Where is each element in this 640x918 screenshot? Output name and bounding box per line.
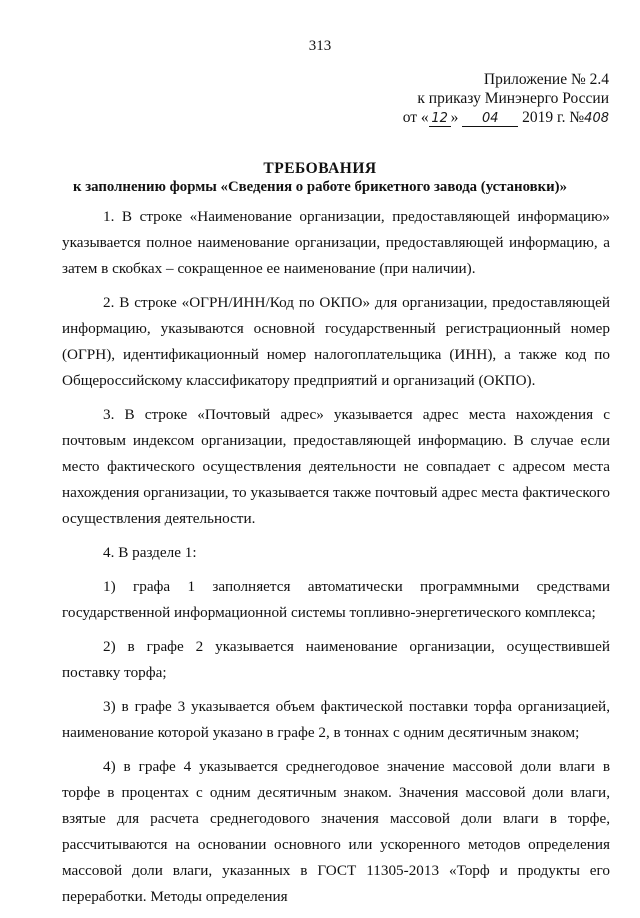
document-body <box>62 204 610 918</box>
handwritten-month: 04 <box>462 111 518 127</box>
paragraph: 4) в графе 4 указывается среднегодовое значение массовой доли влаги в торфе в процентах с одним десятичным знаком. Значения массовой доли влаги, взятые для расчета среднегодового значения массовой доли влаги в торфе, рассчитываются на основании основного или ускоренного методов определения массовой доли влаги, указанных в ГОСТ 11305-2013 «Торф и продукты его переработки. Методы определения <box>62 758 610 905</box>
paragraph: 3. В строке «Почтовый адрес» указывается адрес места нахождения с почтовым индексом организации, предоставляющей информацию. В случае если место фактического осуществления деятельности не совпадает с адресом места нахождения организации, то указывается также почтовый адрес места фактического осуществления деятельности. <box>62 406 610 527</box>
handwritten-order-number: 408 <box>584 111 609 126</box>
appendix-date-line <box>403 108 609 128</box>
paragraph: 3) в графе 3 указывается объем фактической поставки торфа организацией, наименование которой указано в графе 2, в тоннах с одним десятичным знаком; <box>62 698 610 741</box>
document-subtitle: к заполнению формы «Сведения о работе брикетного завода (установки)» <box>73 179 567 195</box>
paragraph: 2. В строке «ОГРН/ИНН/Код по ОКПО» для организации, предоставляющей информацию, указываются основной государственный регистрационный номер (ОГРН), идентификационный номер налогоплательщика (ИНН), а также код по Общероссийскому классификатору предприятий и организаций (ОКПО). <box>62 294 610 389</box>
appendix-title: Приложение № 2.4 <box>483 71 609 88</box>
paragraph: 1) графа 1 заполняется автоматически программными средствами государственной информационной системы топливно-энергетического комплекса; <box>62 578 610 621</box>
paragraph: 1. В строке «Наименование организации, предоставляющей информацию» указывается полное наименование организации, предоставляющей информацию, а затем в скобках – сокращенное ее наименование (при наличии). <box>62 208 610 277</box>
paragraph: 4. В разделе 1: <box>103 544 197 561</box>
page-number: 313 <box>308 38 332 54</box>
handwritten-day: 12 <box>429 111 451 127</box>
document-title: ТРЕБОВАНИЯ <box>263 160 377 177</box>
date-year: 2019 г. № <box>522 109 585 126</box>
appendix-order-reference: к приказу Минэнерго России <box>417 90 609 107</box>
paragraph: 2) в графе 2 указывается наименование организации, осуществившей поставку торфа; <box>62 638 610 681</box>
date-mid: » <box>450 109 459 126</box>
appendix-header <box>403 70 609 128</box>
date-prefix: от « <box>402 109 429 126</box>
